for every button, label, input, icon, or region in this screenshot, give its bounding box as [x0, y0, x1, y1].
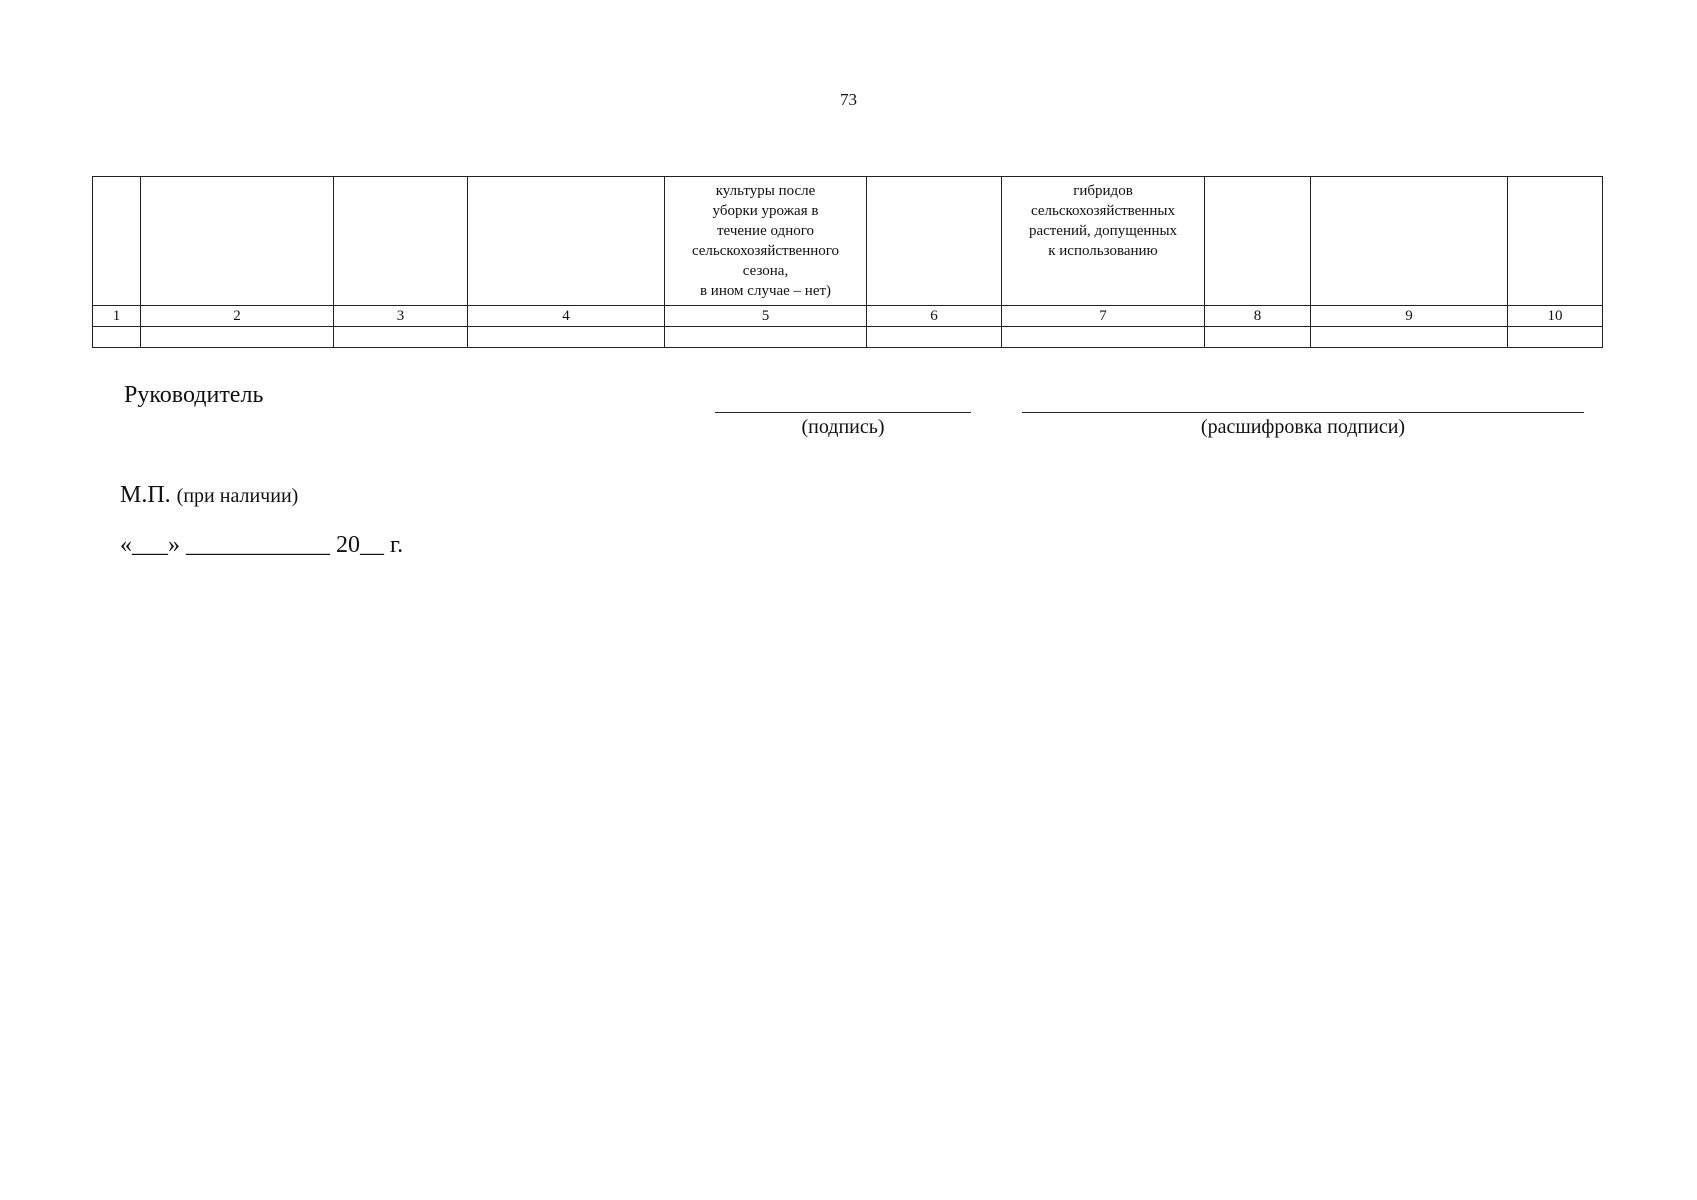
- signature-line[interactable]: [715, 412, 971, 413]
- header-cell-10: [1508, 177, 1603, 306]
- header-cell-3: [334, 177, 468, 306]
- column-number: 10: [1508, 306, 1603, 327]
- table-cell[interactable]: [665, 327, 867, 348]
- column-number: 7: [1002, 306, 1205, 327]
- table-cell[interactable]: [141, 327, 334, 348]
- table-cell[interactable]: [93, 327, 141, 348]
- table-cell[interactable]: [1311, 327, 1508, 348]
- column-number: 4: [468, 306, 665, 327]
- signature-decoding-line[interactable]: [1022, 412, 1584, 413]
- stamp-note: (при наличии): [176, 485, 299, 507]
- column-number: 2: [141, 306, 334, 327]
- page-number: 73: [840, 90, 857, 109]
- column-number-row: [93, 306, 1603, 327]
- signature-role-label: Руководитель: [124, 382, 264, 408]
- header-cell-2: [141, 177, 334, 306]
- stamp-abbrev: М.П.: [120, 482, 171, 508]
- column-number: 3: [334, 306, 468, 327]
- header-cell-6: [867, 177, 1002, 306]
- header-cell-4: [468, 177, 665, 306]
- signature-decoding-caption: (расшифровка подписи): [1200, 416, 1406, 438]
- column-number: 1: [93, 306, 141, 327]
- header-cell-9: [1311, 177, 1508, 306]
- table-cell[interactable]: [1205, 327, 1311, 348]
- header-cell-8: [1205, 177, 1311, 306]
- header-cell-7: гибридов сельскохозяйственных растений, допущенных к использованию: [1002, 177, 1205, 306]
- table-cell[interactable]: [867, 327, 1002, 348]
- column-number: 8: [1205, 306, 1311, 327]
- column-number: 5: [665, 306, 867, 327]
- stamp-label: [120, 482, 298, 509]
- column-number: 9: [1311, 306, 1508, 327]
- table-header-row: [93, 177, 1603, 306]
- column-number: 6: [867, 306, 1002, 327]
- signature-caption: (подпись): [801, 416, 885, 438]
- table-cell[interactable]: [1002, 327, 1205, 348]
- table-cell[interactable]: [334, 327, 468, 348]
- form-table: [92, 176, 1603, 348]
- header-cell-5: культуры после уборки урожая в течение одного сельскохозяйственного сезона, в ином случае – нет): [665, 177, 867, 306]
- table-cell[interactable]: [468, 327, 665, 348]
- table-cell[interactable]: [1508, 327, 1603, 348]
- header-cell-1: [93, 177, 141, 306]
- date-line[interactable]: «___» ____________ 20__ г.: [120, 532, 404, 558]
- table-row: [93, 327, 1603, 348]
